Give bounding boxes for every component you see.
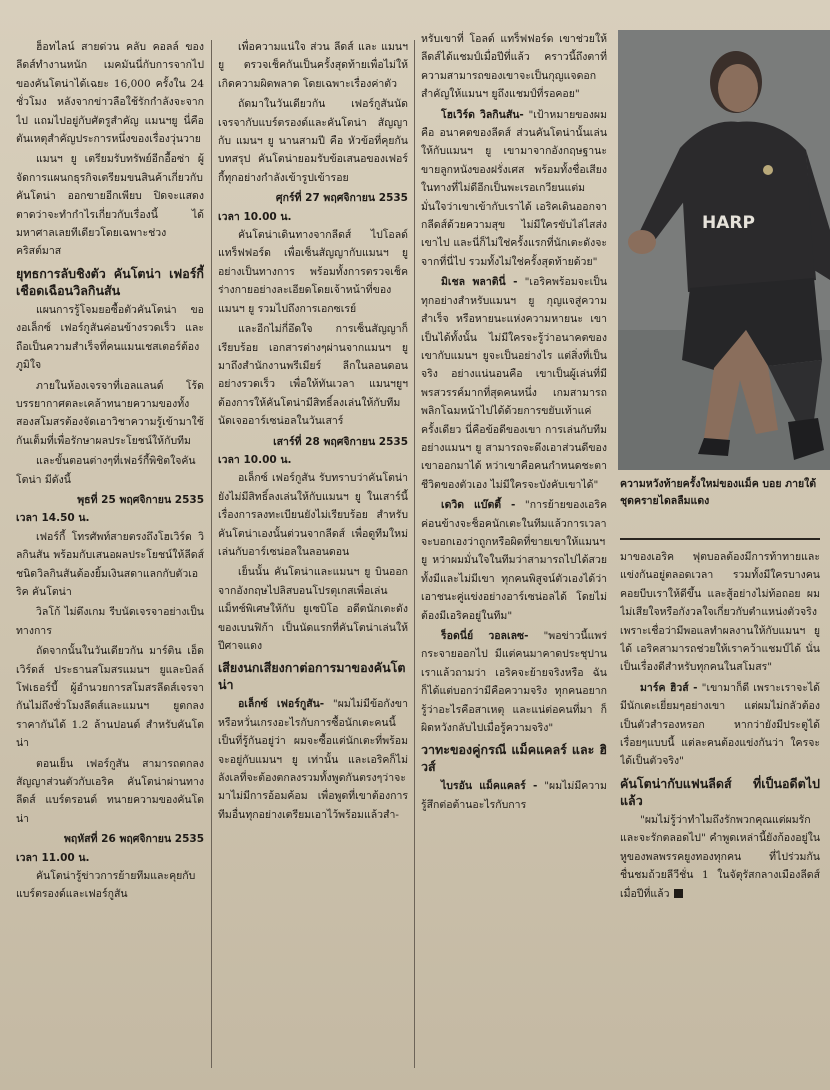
article-column-1	[16, 38, 204, 1070]
article-column-4	[620, 548, 820, 1070]
end-of-article-square-icon	[674, 889, 683, 898]
paragraph: ถัดจากนั้นในวันเดียวกัน มาร์ติน เอ็ดเวิร์ดส์ ประธานสโมสรแมนฯ ยูและบิลล์ โฟเธอร์บี้ ผู้อำนวยการสโมสรลีดส์เจรจากันไม่ถึงชั่วโมงลีดส์และแมนฯ ยูตกลงราคากันได้ 1.2 ล้านปอนด์ สำหรับคันโตน่า	[16, 645, 204, 750]
paragraph: ภายในห้องเจรจาที่เอลแลนด์ โร้ด บรรยากาศตละเคล้าทนายความของทั้งสองสโมสรต้องจัดเอาวิชาความรู้เข้ามาใช้กันเต็มที่เพื่อรักษาผลประโยชน์ให้กับทีม	[16, 379, 204, 447]
speaker-name: โฮเวิร์ด วิลกินสัน-	[441, 108, 524, 121]
player-photo-illustration	[618, 30, 830, 470]
paragraph: แผนการรู้โจมยอซื้อตัวคันโตน่า ของอเล็กซ์ เฟอร์กูสันค่อนข้างรวดเร็ว และถือเป็นความสำเร็จที่คนแมนเชสเตอร์ต้องภูมิใจ	[16, 303, 204, 372]
date-line: เสาร์ที่ 28 พฤศจิกายน 2535	[273, 435, 408, 448]
paragraph-text: "ผมไม่รู้ว่าทำไมถึงรักพวกคุณแต่ผมรักและจะรักตลอดไป" คำพูดเหล่านี้ยังก้องอยู่ในหูของพลพรรคยูงทองทุกคน ที่ไปร่วมกันชื่นชมถ้วยลีวีชั่น 1 ในจัตุรัสกลางเมืองลีดส์เมื่อปีที่แล้ว	[620, 813, 820, 900]
speaker-name: มิเชล พลาตินี่ -	[441, 276, 518, 289]
paragraph	[421, 777, 607, 814]
section-heading: ยุทธการลับชิงตัว คันโตน่า เฟอร์กี้เชือดเฉือนวิลกินสัน	[16, 265, 204, 298]
speaker-name: เดวิด แบ๊ตตี้ -	[441, 499, 516, 512]
quote-text: "ผมไม่มีความรู้สึกต่อต้านอะไรกับการ	[421, 780, 607, 811]
section-heading: วาทะของคู่กรณี แม็คแคลร์ และ ฮิวส์	[421, 742, 607, 775]
photo-caption: ความหวังท้ายครั้งใหม่ของแม็ค บอย ภายใต้ชุดครายไดลลืมแดง	[620, 478, 817, 507]
shirt-sponsor-text: HARP	[702, 213, 755, 233]
section-heading: เสียงนกเสียงกาต่อการมาของคันโตน่า	[218, 660, 406, 693]
column-divider	[414, 40, 415, 1068]
quote-text: "ผมไม่มีข้อกังขาหรือหวั่นเกรงอะไรกับการซื้อนักเตะคนนี้ เป็นที่รู้กันอยู่ว่า ผมจะซื้อแต่นักเตะที่พร้อมจะอยู่กับแมนฯ ยู เท่านั้น และเอริคก็ไม่ลังเลที่จะต้องตกลงรวมทั้งพูดกันตรงๆว่าจะมาไม่มีการอ้อมค้อม เพื่อพูดที่เขาต้องการทีมอื่นทุกอย่างเตรียมเอาไว้พร้อมแล้วสำ-	[218, 698, 408, 821]
speaker-name: ไบรอัน แม็คแคลร์ -	[441, 780, 538, 793]
paragraph	[421, 627, 607, 737]
section-heading: คันโตน่ากับแฟนลีดส์ ที่เป็นอดีตไปแล้ว	[620, 775, 820, 808]
time-line: เวลา 10.00 น.	[218, 453, 292, 466]
paragraph: และอีกไม่กี่อึดใจ การเซ็นสัญญาก็เรียบร้อย เอกสารต่างๆผ่านจากแมนฯ ยู มาถึงสำนักงานพรีเมียร์ ลีกในลอนดอนอย่างรวดเร็ว เพื่อให้ทันเวลา แมนฯยูฯ ต้องการให้คันโตน่ามีสิทธิ์ลงเล่นให้กับทีมนัดเจออาร์เซน่อลในวันเสาร์	[218, 323, 408, 428]
paragraph	[421, 496, 607, 625]
paragraph: อเล็กซ์ เฟอร์กูสัน รับทราบว่าคันโตน่ายังไม่มีสิทธิ์ลงเล่นให้กับแมนฯ ยู ในเสาร์นี้ เรื่องการลงทะเบียนยังไม่เรียบร้อย สำหรับคันโตน่าเองนั้นต่วนจากลีดส์ เพื่อดูทีมใหม่เล่นกับอาร์เซน่อลในลอนดอน	[218, 472, 408, 558]
date-line: พฤหัสที่ 26 พฤศจิกายน 2535	[63, 833, 204, 846]
column-divider	[211, 40, 212, 1068]
speaker-name: มาร์ค ฮิวส์ -	[640, 681, 698, 694]
paragraph	[620, 679, 820, 771]
quote-text: "เป้าหมายของผมคือ อนาคตของลีดส์ ส่วนคันโตน่านั้นเล่นให้กับแมนฯ ยู เขามาจากอังกฤษฐานะขายลูกหนังของฝรั่งเศส พร้อมทั้งชื่อเสียงในทางที่ไม่ดีอีกเป็นพะเรอเกวียนแต่มมั่นใจว่าเขาเข้ากับเราได้ เอริคเดินออกจากลีดส์ด้วยความสุข ไม่มีใครขับไล่ไสส่งเขาไป และนี่ก็ไม่ใช่ครั้งแรกที่นักเตะดังจะจากที่นี่ไป รวมทั้งไม่ใช่ครั้งสุดท้ายด้วย"	[421, 108, 607, 268]
speaker-name: อเล็กซ์ เฟอร์กูสัน-	[238, 698, 325, 711]
article-column-3	[421, 30, 607, 1070]
quote-text: "การย้ายของเอริค ค่อนข้างจะช็อคนักเตะในทีมแล้วการเวลาจะบอกเองว่าถูกหรือผิดที่ขายเขาให้แมนฯ ยู หว่าผมมั่นใจในทีมว่าสามารถไปได้สวยทั้งมีและไม่มีเขา ทุกคนพิสูจน์ตัวเองได้ว่า เอาชนะคู่แข่งอย่างอาร์เซน่อลได้ โดยไม่ต้องมีเอริคอยู่ในทีม"	[421, 499, 607, 622]
paragraph	[218, 695, 408, 824]
paragraph	[620, 811, 820, 903]
paragraph: คันโตน่าเดินทางจากลีดส์ ไปโอลด์ แทร็ฟฟอร์ด เพื่อเซ็นสัญญากับแมนฯ ยู อย่างเป็นทางการ พร้อมทั้งการตรวจเช็คร่างกายอย่างละเอียดโดยเจ้าหน้าที่ของแมนฯ ยู รวมไปถึงการเอกซเรย์	[218, 229, 408, 315]
time-line: เวลา 14.50 น.	[16, 512, 90, 525]
article-column-2	[218, 38, 408, 1070]
paragraph	[421, 106, 607, 272]
paragraph	[421, 273, 607, 494]
quote-text: "เอริคพร้อมจะเป็นทุกอย่างสำหรับแมนฯ ยู กุญแจสู่ความสำเร็จ หรือหายนะแห่งความหายนะ เขาเป็นได้ทั้งนั้น ไม่มีใครจะรู้ว่าอนาคตของเขากับแมนฯ ยูจะเป็นอย่างไร แต่สิ่งที่เป็นจริง อย่างแน่นอนคือ เขาเป็นผู้เล่นที่มีพรสวรรค์มากที่สุดคนหนึ่ง เกมสามารถ พลิกโฉมหน้าไปได้ด้วยการขยับเท้าแค่ครั้งเดียว นี่คือข้อดีของเขา การเล่นกับทีมอย่างแมนฯ ยู สามารถจะดึงเอาส่วนดีของเขาออกมาได้ หว่าเขาคือคนกำหนดชะตาชีวิตของตัวเอง ไม่มีใครจะบังคับเขาได้"	[421, 276, 607, 491]
paragraph: เพื่อความแน่ใจ ส่วน ลีดส์ และ แมนฯยู ตรวจเช็คกันเป็นครั้งสุดท้ายเพื่อไม่ให้เกิดความผิดพลาด โดยเฉพาะเรื่องค่าตัว	[218, 41, 408, 90]
time-line: เวลา 11.00 น.	[16, 851, 90, 864]
paragraph: ตอนเย็น เฟอร์กูสัน สามารถตกลงสัญญาส่วนตัวกับเอริค คันโตน่าผ่านทางลีดส์ แบร์ตรอนด์ ทนายความของคันโตน่า	[16, 757, 204, 825]
quote-text: "เขามาก็ดี เพราะเราจะได้มีนักเตะเยี่ยมๆอย่างเขา แต่ผมไม่กลัวต้องเป็นตัวสำรองหรอก หากว่ายังมีประตูได้เรื่อยๆแบบนี้ แต่ละคนต้องแข่งกันว่า ใครจะได้เป็นตัวจริง"	[620, 681, 820, 768]
paragraph: คันโตน่ารู้ข่าวการย้ายทีมและคุยกับแบร์ตรองด์และเฟอร์กูสัน	[16, 870, 196, 901]
paragraph: เฟอร์กี้ โทรศัพท์สายตรงถึงโฮเวิร์ด วิลกินสัน พร้อมกับเสนอผลประโยชน์ให้ลีดส์ ชนิดวิลกินสันต้องยิ้มเงินสดาแลกกับตัวเอริค คันโตน่า	[16, 530, 204, 598]
paragraph: หรับเขาที่ โอลด์ แทร็ฟฟอร์ด เขาช่วยให้ลีดส์ได้แชมป์เมื่อปีที่แล้ว คราวนี้ถึงตาที่ความสามารถของเขาจะเป็นกุญแจดอกสำคัญให้แมนฯ ยูถึงแชมป์ที่รอคอย"	[421, 33, 607, 101]
time-line: เวลา 10.00 น.	[218, 210, 292, 223]
paragraph: ถัดมาในวันเดียวกัน เฟอร์กูสันนัดเจรจากับแบร์ตรองด์และคันโตน่า สัญญากับ แมนฯ ยู นานสามปี คือ หัวข้อที่คุยกัน บทสรุป คันโตน่ายอมรับข้อเสนอของเฟอร์กี้ทุกอย่างกำลังเข้ารูปเข้ารอย	[218, 98, 408, 184]
paragraph: และขั้นตอนต่างๆที่เฟอร์กี้พิชิตใจคันโตน่า มีดังนี้	[16, 455, 196, 486]
paragraph: ฮ็อทไลน์ สายด่วน คลับ คอลล์ ของลีดส์ทำงานหนัก เมคมันนี่กับการจากไปของคันโตน่าได้เฉยะ 16,000 ครั้งใน 24 ชั่วโมง หลังจากข่าวลือใช้รักกำลังจะจากไป แถมไปอยู่กับศัตรูสำคัญ แมนฯยู นี่คือ ตันเหตุสำคัญประการหนึ่งของเรื่องวุ่นวาย	[16, 41, 204, 146]
paragraph: เย็นนั้น คันโตน่าและแมนฯ ยู บินออกจากอังกฤษไปลิสบอนโปรตุเกสเพื่อเล่นแม็ทช์พิเศษให้กับ ยูเซบิโอ อดีตนักเตะดังของเบนฟิก้า เป็นนัดแรกที่คันโตน่าเล่นให้ปีศาจแดง	[218, 566, 408, 652]
date-line: พุธที่ 25 พฤศจิกายน 2535	[77, 493, 204, 506]
quote-text: "พอข่าวนี้แพร่กระจายออกไป มีแต่คนมาคาดประชุปานเราแล้วถามว่า เอริคจะย้ายจริงหรือ ฉันก็ได้แต่บอกว่ามีคือความจริง ทุกคนอยากรู้ว่าอะไรคือสาเหตุ และแน่ต่อคนที่มา ก็ผิดหวังกลับไปเมื่อรู้ความจริง"	[421, 630, 607, 735]
paragraph: วิลโก้ ไม่ดึงเกม รีบนัดเจรจาอย่างเป็นทางการ	[16, 606, 204, 637]
player-photo	[618, 30, 830, 470]
paragraph: มาของเอริค ฟุตบอลต้องมีการท้าทายและแข่งกันอยู่ตลอดเวลา รวมทั้งมีใครบางคนคอยบีบเราให้ดีขึ้น และสู้อย่างไม่ท้อถอย ผมไม่เสียใจหรือกังวลใจเกี่ยวกับตำแหน่งตัวจริง เพราะเชื่อว่ามีพอแลทำผลงานให้กับแมนฯ ยูได้ เอริคสามารถช่วยให้เราคว้าแชมป์ได้ นั่นเป็นเรื่องดีสำหรับทุกคนในสโมสร"	[620, 551, 820, 674]
caption-divider	[620, 538, 820, 540]
paragraph: แมนฯ ยู เตรียมรับทรัพย์อีกอื้อซ่า ผู้จัดการแผนกธุรกิจเตรียมขนสินค้าเกี่ยวกับคันโตน่า ออกขายอีกเพียบ ปิดจะแสดงตาดว่าจะทำกำไรเกี่ยวกับเรื่องนี้ ได้มหาศาลเลยทีเดียวโดยเฉพาะช่วงคริสต์มาส	[16, 153, 204, 258]
date-line: ศุกร์ที่ 27 พฤศจิกายน 2535	[275, 192, 408, 205]
speaker-name: ร็อดนี่ย์ วอลเลซ-	[441, 630, 529, 642]
